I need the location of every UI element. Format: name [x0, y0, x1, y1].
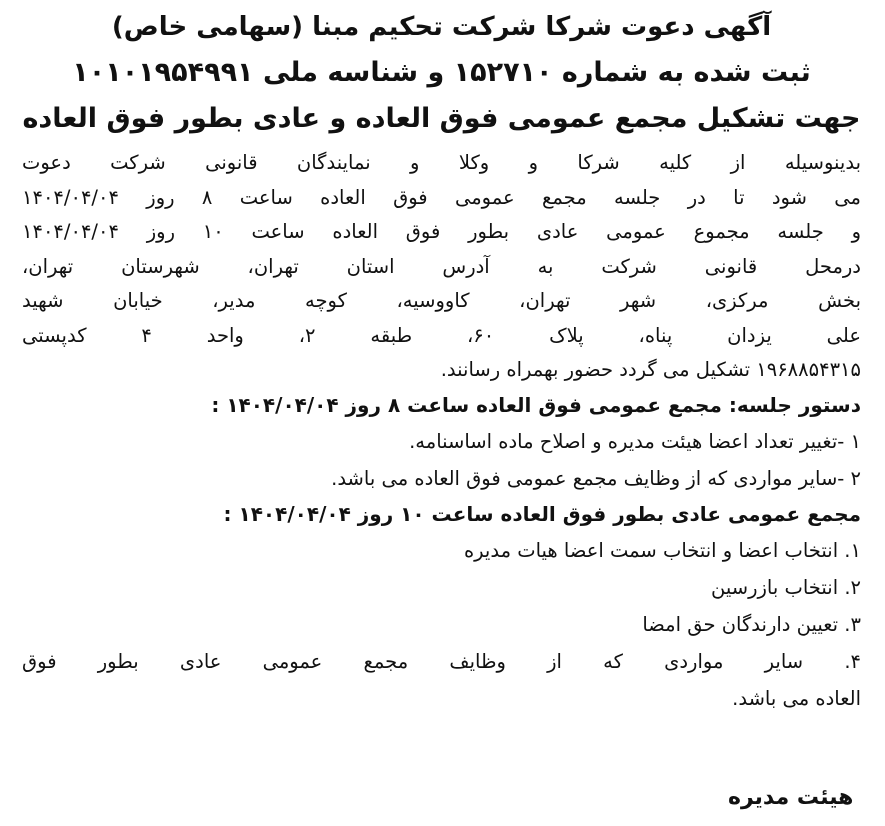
agenda-extraordinary-title: دستور جلسه: مجمع عمومی فوق العاده ساعت ۸ روز ۱۴۰۴/۰۴/۰۴ : [211, 392, 861, 417]
intro-line: بدینوسیله از کلیه شرکا و وکلا و نمایندگان قانونی شرکت دعوت [22, 151, 861, 174]
agenda-item-continuation: العاده می باشد. [732, 686, 861, 710]
intro-line: می شود تا در جلسه مجمع عمومی فوق العاده ساعت ۸ روز ۱۴۰۴/۰۴/۰۴ [22, 185, 862, 209]
agenda-item: ۲. انتخاب بازرسین [711, 575, 861, 599]
agenda-item: ۲ -سایر مواردی که از وظایف مجمع عمومی فوق العاده می باشد. [331, 466, 861, 490]
intro-paragraph [22, 146, 861, 388]
intro-line: و جلسه مجموع عمومی عادی بطور فوق العاده ساعت ۱۰ روز ۱۴۰۴/۰۴/۰۴ [22, 220, 861, 243]
agenda-item: ۴. سایر مواردی که از وظایف مجمع عمومی عادی بطور فوق [22, 649, 861, 673]
signature: هیئت مدیره [728, 785, 854, 810]
intro-line: بخش مرکزی، شهر تهران، کاووسیه، کوچه مدیر، خیابان شهید [22, 289, 861, 312]
intro-line: درمحل قانونی شرکت به آدرس استان تهران، شهرستان تهران، [22, 254, 861, 278]
header-title: آگهی دعوت شرکا شرکت تحکیم مبنا (سهامی خاص) [111, 12, 772, 42]
agenda-item: ۱. انتخاب اعضا و انتخاب سمت اعضا هیات مدیره [463, 538, 861, 562]
announcement-body [22, 146, 861, 717]
intro-line: علی یزدان پناه، پلاک ۶۰، طبقه ۲، واحد ۴ کدپستی [22, 323, 861, 347]
header-registration: ثبت شده به شماره ۱۵۲۷۱۰ و شناسه ملی ۱۰۱۰۱۹۵۴۹۹۱ [72, 57, 811, 88]
intro-line: ۱۹۶۸۸۵۴۳۱۵ تشکیل می گردد حضور بهمراه رسانند. [440, 358, 861, 381]
agenda-item: ۳. تعیین دارندگان حق امضا [642, 612, 861, 636]
agenda-ordinary-title: مجمع عمومی عادی بطور فوق العاده ساعت ۱۰ روز ۱۴۰۴/۰۴/۰۴ : [223, 501, 861, 526]
agenda-item: ۱ -تغییر تعداد اعضا هیئت مدیره و اصلاح ماده اساسنامه. [409, 429, 861, 453]
header-subject: جهت تشکیل مجمع عمومی فوق العاده و عادی بطور فوق العاده [22, 103, 861, 134]
